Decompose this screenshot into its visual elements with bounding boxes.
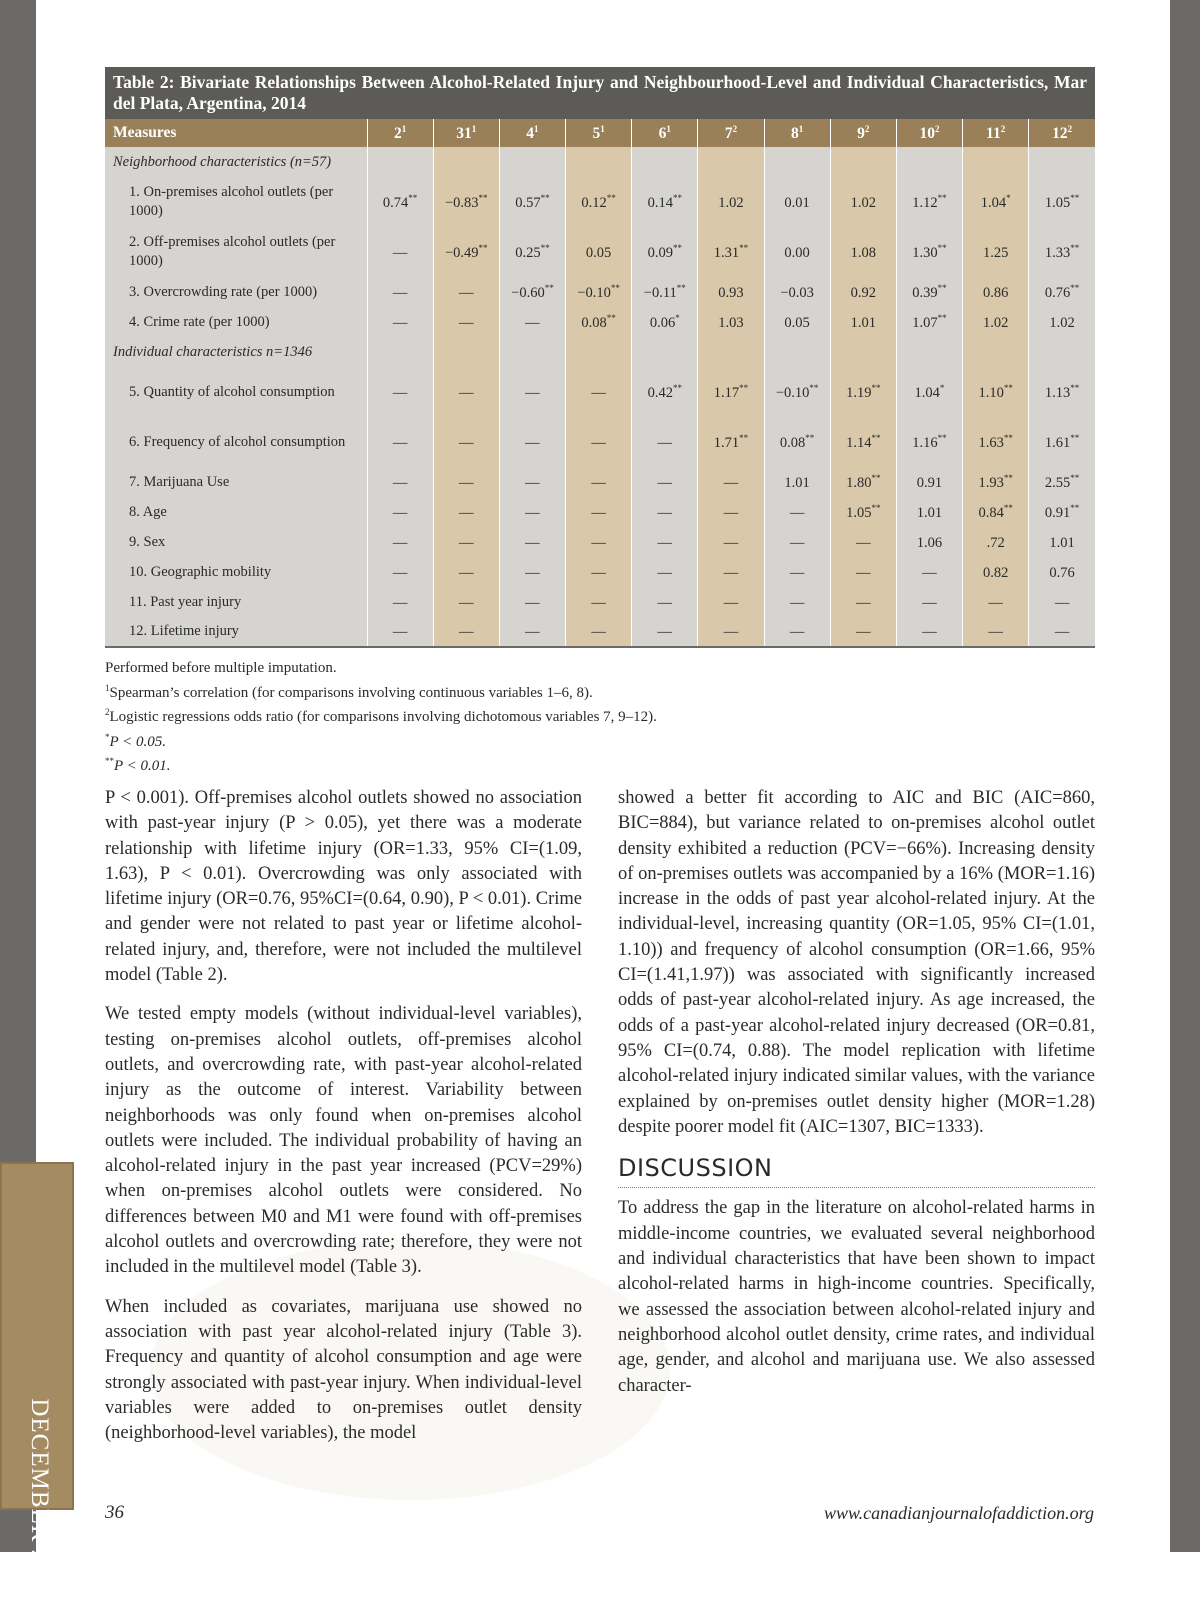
table-cell: — — [632, 587, 698, 617]
table-cell: — — [963, 587, 1029, 617]
column-header: $9^2$ — [830, 119, 896, 147]
table-cell: — — [499, 467, 565, 497]
table-cell: — — [499, 617, 565, 647]
footnote-2: $^2$Logistic regressions odds ratio (for comparisons involving dichotomous variables 7, 9–12). — [105, 707, 657, 725]
empty-cell — [764, 147, 830, 177]
column-header: $2^1$ — [367, 119, 433, 147]
table-cell: — — [367, 307, 433, 337]
table-cell: — — [499, 497, 565, 527]
table-row — [105, 527, 1095, 557]
table-cell: — — [764, 587, 830, 617]
section-row — [105, 337, 1095, 367]
row-label: 12. Lifetime injury — [105, 617, 367, 647]
empty-cell — [632, 337, 698, 367]
table-cell: — — [698, 557, 764, 587]
table-cell: 0.09** — [632, 227, 698, 277]
table-row — [105, 227, 1095, 277]
table-cell: 0.91** — [1029, 497, 1095, 527]
empty-cell — [499, 337, 565, 367]
table-cell: −0.49** — [433, 227, 499, 277]
table-cell: — — [632, 557, 698, 587]
table-cell: 0.06* — [632, 307, 698, 337]
table-cell: 0.12** — [566, 177, 632, 227]
empty-cell — [896, 337, 962, 367]
column-header: $31^1$ — [433, 119, 499, 147]
section-title: Individual characteristics n=1346 — [105, 337, 367, 367]
table-row — [105, 467, 1095, 497]
table-cell: 1.01 — [896, 497, 962, 527]
table-header-row — [105, 119, 1095, 147]
table-cell: — — [367, 367, 433, 417]
table-cell: 1.03 — [698, 307, 764, 337]
table-cell: — — [433, 367, 499, 417]
table-cell: — — [367, 617, 433, 647]
table-cell: — — [1029, 587, 1095, 617]
table-cell: 1.16** — [896, 417, 962, 467]
table-row — [105, 367, 1095, 417]
empty-cell — [632, 147, 698, 177]
table-cell: — — [566, 497, 632, 527]
table-cell: 0.08** — [566, 307, 632, 337]
table-cell: — — [367, 417, 433, 467]
table-cell: — — [764, 497, 830, 527]
table-row — [105, 277, 1095, 307]
section-row — [105, 147, 1095, 177]
table-row — [105, 417, 1095, 467]
table-cell: — — [433, 277, 499, 307]
table-cell: 1.04* — [963, 177, 1029, 227]
table-cell: — — [632, 527, 698, 557]
paragraph-2: We tested empty models (without individual-level variables), testing on-premises alcohol outlets, off-premises alcohol outlets, and overcrowding rate, with past-year alcohol-related injury as the outcome of interest. Variability between neighborhoods was only found when on-premises alcohol outlets were included. The individual probability of having an alcohol-related injury in the past year increased (PCV=29%) when on-premises alcohol outlets were considered. No differences between M0 and M1 were found with off-premises alcohol outlets and overcrowding rate; therefore, they were not included in the multilevel model (Table 3). — [105, 1004, 582, 1278]
journal-website[interactable]: www.canadianjournalofaddiction.org — [823, 1503, 1094, 1523]
table-cell: −0.60** — [499, 277, 565, 307]
table-cell: 2.55** — [1029, 467, 1095, 497]
empty-cell — [433, 147, 499, 177]
empty-cell — [896, 147, 962, 177]
table-cell: — — [566, 367, 632, 417]
table-cell: −0.10** — [764, 367, 830, 417]
table-cell: −0.11** — [632, 277, 698, 307]
table-cell: 1.12** — [896, 177, 962, 227]
table-cell: 1.19** — [830, 367, 896, 417]
table-cell: — — [367, 527, 433, 557]
discussion-paragraph: To address the gap in the literature on alcohol-related harms in middle-income countries, we evaluated several neighborhood and individual characteristics that have been shown to impact alcohol-related harms in high-income countries. Specifically, we assessed the association between alcohol-related injury and neighborhood alcohol outlet density, crime rates, and individual age, gender, and alcohol and marijuana use. We also assessed character- — [618, 1198, 1095, 1396]
table-cell: — — [566, 527, 632, 557]
table-cell: −0.83** — [433, 177, 499, 227]
footnote-3: *P < 0.05. — [105, 731, 167, 750]
table-cell: 1.30** — [896, 227, 962, 277]
table-cell: — — [499, 417, 565, 467]
row-label: 1. On-premises alcohol outlets (per 1000) — [105, 177, 367, 227]
table-cell: — — [830, 617, 896, 647]
table-cell: 1.04* — [896, 367, 962, 417]
table-row — [105, 617, 1095, 647]
row-label: 3. Overcrowding rate (per 1000) — [105, 277, 367, 307]
table-cell: — — [433, 557, 499, 587]
table-cell: 0.93 — [698, 277, 764, 307]
table-cell: 0.14** — [632, 177, 698, 227]
table-cell: 1.14** — [830, 417, 896, 467]
table-cell: — — [896, 587, 962, 617]
discussion-heading: DISCUSSION — [618, 1156, 1095, 1188]
table-row — [105, 177, 1095, 227]
right-margin-bar — [1170, 0, 1200, 1552]
empty-cell — [698, 147, 764, 177]
table-cell: — — [830, 557, 896, 587]
table-cell: — — [433, 417, 499, 467]
table-footnotes — [105, 659, 1095, 777]
table-cell: — — [764, 617, 830, 647]
row-label: 7. Marijuana Use — [105, 467, 367, 497]
footnote-performed: Performed before multiple imputation. — [105, 660, 337, 676]
table-cell: — — [830, 587, 896, 617]
table-cell: 1.10** — [963, 367, 1029, 417]
table-cell: 1.25 — [963, 227, 1029, 277]
column-header: $11^2$ — [963, 119, 1029, 147]
table-cell: — — [499, 367, 565, 417]
table-cell: .72 — [963, 527, 1029, 557]
table-cell: −0.10** — [566, 277, 632, 307]
empty-cell — [1029, 337, 1095, 367]
table-cell: — — [433, 587, 499, 617]
table-cell: — — [433, 307, 499, 337]
table-cell: 1.02 — [830, 177, 896, 227]
left-column — [105, 786, 582, 1460]
table-cell: — — [433, 617, 499, 647]
table-cell: — — [433, 467, 499, 497]
column-header: $5^1$ — [566, 119, 632, 147]
empty-cell — [1029, 147, 1095, 177]
footnote-1: $^1$Spearman’s correlation (for comparisons involving continuous variables 1–6, 8). — [105, 682, 593, 701]
table-cell: — — [566, 617, 632, 647]
table-cell: −0.03 — [764, 277, 830, 307]
table-cell: 0.92 — [830, 277, 896, 307]
table-cell: 1.63** — [963, 417, 1029, 467]
footnote-4: **P < 0.01. — [105, 756, 171, 774]
empty-cell — [764, 337, 830, 367]
table-cell: 1.02 — [1029, 307, 1095, 337]
row-label: 8. Age — [105, 497, 367, 527]
table-cell: — — [698, 497, 764, 527]
table-cell: — — [433, 527, 499, 557]
table-cell: — — [632, 497, 698, 527]
table-cell: 0.91 — [896, 467, 962, 497]
table-cell: 1.17** — [698, 367, 764, 417]
table-cell: 1.80** — [830, 467, 896, 497]
paragraph-3: When included as covariates, marijuana use showed no association with past year alcohol-related injury (Table 3). Frequency and quantity of alcohol consumption and age were strongly associated with past-year injury. When individual-level variables were added to on-premises outlet density (neighborhood-level variables), the model — [105, 1296, 582, 1444]
table-title: Table 2: Bivariate Relationships Between Alcohol-Related Injury and Neighbourhood-Level and Individual Characteristics, Mar del Plata, Argentina, 2014 — [105, 67, 1095, 119]
table-cell: 1.02 — [963, 307, 1029, 337]
row-label: 5. Quantity of alcohol consumption — [105, 367, 367, 417]
table-cell: 1.61** — [1029, 417, 1095, 467]
empty-cell — [433, 337, 499, 367]
table-cell: — — [830, 527, 896, 557]
table-cell: 0.82 — [963, 557, 1029, 587]
measures-header: Measures — [105, 119, 367, 147]
table-cell: 0.76 — [1029, 557, 1095, 587]
table-cell: — — [566, 467, 632, 497]
column-header: $6^1$ — [632, 119, 698, 147]
empty-cell — [963, 147, 1029, 177]
table-cell: — — [367, 277, 433, 307]
section-title: Neighborhood characteristics (n=57) — [105, 147, 367, 177]
row-label: 10. Geographic mobility — [105, 557, 367, 587]
row-label: 6. Frequency of alcohol consumption — [105, 417, 367, 467]
empty-cell — [566, 147, 632, 177]
table-cell: 0.08** — [764, 417, 830, 467]
table-cell: 1.71** — [698, 417, 764, 467]
table-cell: — — [499, 557, 565, 587]
issue-date: DECEMBER 2020 — [26, 1398, 53, 1604]
table-cell: 1.08 — [830, 227, 896, 277]
table-cell: 1.05** — [1029, 177, 1095, 227]
table-cell: — — [698, 587, 764, 617]
empty-cell — [830, 337, 896, 367]
table-row — [105, 307, 1095, 337]
table-cell: — — [566, 417, 632, 467]
empty-cell — [830, 147, 896, 177]
column-header: $12^2$ — [1029, 119, 1095, 147]
table-cell: 1.07** — [896, 307, 962, 337]
table-cell: 0.76** — [1029, 277, 1095, 307]
table-cell: — — [566, 557, 632, 587]
table-cell: 0.05 — [566, 227, 632, 277]
table-cell: 0.42** — [632, 367, 698, 417]
table-cell: 0.84** — [963, 497, 1029, 527]
table-cell: 1.13** — [1029, 367, 1095, 417]
empty-cell — [367, 337, 433, 367]
table-cell: 1.01 — [1029, 527, 1095, 557]
table-cell: 1.93** — [963, 467, 1029, 497]
column-header: $7^2$ — [698, 119, 764, 147]
table-row — [105, 557, 1095, 587]
table-cell: 1.02 — [698, 177, 764, 227]
table-cell: 1.33** — [1029, 227, 1095, 277]
empty-cell — [963, 337, 1029, 367]
table-cell: 0.00 — [764, 227, 830, 277]
row-label: 11. Past year injury — [105, 587, 367, 617]
page-number: 36 — [105, 1502, 124, 1523]
table-cell: — — [499, 307, 565, 337]
row-label: 4. Crime rate (per 1000) — [105, 307, 367, 337]
table-cell: — — [698, 467, 764, 497]
table-cell: — — [566, 587, 632, 617]
table-cell: — — [896, 557, 962, 587]
table-cell: 1.01 — [830, 307, 896, 337]
row-label: 2. Off-premises alcohol outlets (per 1000) — [105, 227, 367, 277]
paragraph-1: P < 0.001). Off-premises alcohol outlets showed no association with past-year injury (P > 0.05), yet there was a moderate relationship with lifetime injury (OR=1.33, 95% CI=(1.09, 1.63), P < 0.01). Overcrowding was only associated with lifetime injury (OR=0.76, 95%CI=(0.64, 0.90), P < 0.01). Crime and gender were not related to past year or lifetime alcohol-related injury, and, therefore, were not included the multilevel model (Table 2). — [105, 788, 582, 986]
row-label: 9. Sex — [105, 527, 367, 557]
table-cell: 0.39** — [896, 277, 962, 307]
table-cell: — — [367, 587, 433, 617]
table-cell: 0.05 — [764, 307, 830, 337]
table-cell: — — [764, 527, 830, 557]
table-cell: — — [698, 617, 764, 647]
table-cell: 1.06 — [896, 527, 962, 557]
table-cell: — — [632, 617, 698, 647]
column-header: $8^1$ — [764, 119, 830, 147]
table-cell: — — [698, 527, 764, 557]
table-cell: — — [367, 497, 433, 527]
table-cell: — — [499, 527, 565, 557]
table-cell: 0.57** — [499, 177, 565, 227]
table-cell: — — [632, 417, 698, 467]
table-cell: 0.74** — [367, 177, 433, 227]
table-cell: 0.01 — [764, 177, 830, 227]
table-row — [105, 497, 1095, 527]
table-cell: — — [896, 617, 962, 647]
table-cell: 1.05** — [830, 497, 896, 527]
table-cell: — — [963, 617, 1029, 647]
table-cell: — — [433, 497, 499, 527]
table-cell: 1.31** — [698, 227, 764, 277]
table-cell: — — [367, 467, 433, 497]
empty-cell — [698, 337, 764, 367]
column-header: $4^1$ — [499, 119, 565, 147]
table-cell: 1.01 — [764, 467, 830, 497]
empty-cell — [367, 147, 433, 177]
paragraph-4: showed a better fit according to AIC and BIC (AIC=860, BIC=884), but variance related to on-premises alcohol outlet density exhibited a reduction (PCV=−66%). Increasing density of on-premises outlets was accompanied by a 16% (MOR=1.16) increase in the odds of past year alcohol-related injury. At the individual-level, increasing quantity (OR=1.05, 95% CI=(1.01, 1.10)) and frequency of alcohol consumption (OR=1.66, 95% CI=(1.41,1.97)) was associated with significantly increased odds of past-year alcohol-related injury. As age increased, the odds of a past-year alcohol-related injury decreased (OR=0.81, 95% CI=(0.74, 0.88). The model replication with lifetime alcohol-related injury indicated similar values, with the variance explained by on-premises outlet density higher (MOR=1.28) despite poorer model fit (AIC=1307, BIC=1333). — [618, 788, 1095, 1137]
table-2 — [105, 67, 1095, 648]
table-cell: 0.25** — [499, 227, 565, 277]
empty-cell — [566, 337, 632, 367]
table-cell: — — [367, 227, 433, 277]
table-cell: — — [632, 467, 698, 497]
bivariate-table — [105, 119, 1095, 648]
issue-date-tab — [0, 1162, 74, 1604]
table-cell: — — [764, 557, 830, 587]
column-header: $10^2$ — [896, 119, 962, 147]
table-cell: — — [367, 557, 433, 587]
empty-cell — [499, 147, 565, 177]
table-row — [105, 587, 1095, 617]
table-cell: 0.86 — [963, 277, 1029, 307]
table-cell: — — [1029, 617, 1095, 647]
table-cell: — — [499, 587, 565, 617]
right-column — [618, 786, 1095, 1413]
